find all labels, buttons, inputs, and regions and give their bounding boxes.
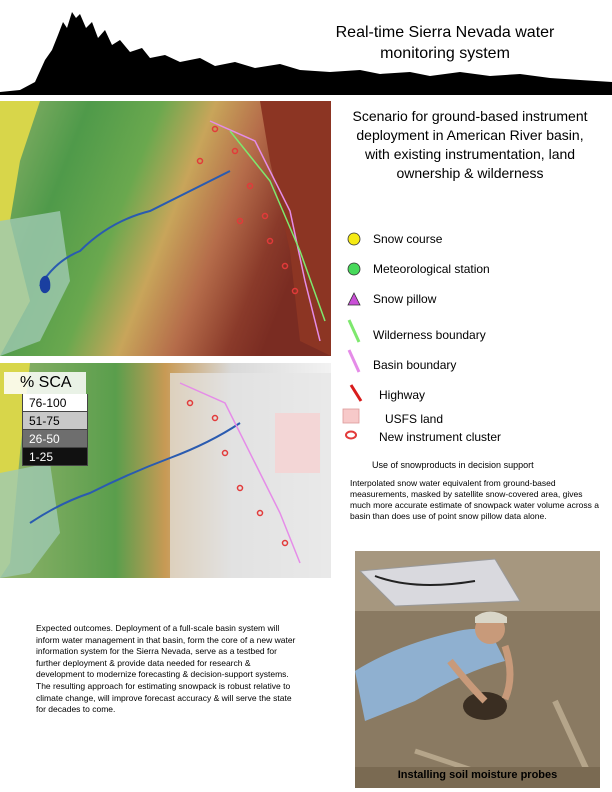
basin-boundary-icon xyxy=(347,348,361,374)
meteorological-station-icon xyxy=(347,262,361,276)
snow-pillow-icon xyxy=(347,292,361,306)
legend-label: Highway xyxy=(379,388,426,402)
new-instrument-cluster-icon xyxy=(344,430,358,440)
scenario-description: Scenario for ground-based instrument deployment in American River basin, with existing instrumentation, land ownership & wilderness xyxy=(352,108,588,181)
photo-caption: Installing soil moisture probes xyxy=(397,769,558,781)
american-river-basin-map xyxy=(0,101,331,356)
legend-label: Meteorological station xyxy=(373,262,490,276)
sca-legend xyxy=(4,372,86,466)
legend-label: New instrument cluster xyxy=(379,430,502,444)
sca-row: 26-50 xyxy=(22,430,88,448)
usfs-land-icon xyxy=(342,408,360,424)
field-photo xyxy=(355,551,600,788)
sca-legend-title: % SCA xyxy=(4,372,86,394)
legend-label: Snow course xyxy=(373,232,443,246)
page-title: Real-time Sierra Nevada water monitoring system xyxy=(335,24,555,62)
legend-label: Snow pillow xyxy=(373,292,437,306)
legend-label: Wilderness boundary xyxy=(373,328,486,342)
highway-icon xyxy=(349,383,363,403)
legend-label: USFS land xyxy=(385,412,444,426)
wilderness-boundary-icon xyxy=(347,318,361,344)
snow-course-icon xyxy=(347,232,361,246)
sca-row: 1-25 xyxy=(22,448,88,466)
sca-row: 76-100 xyxy=(22,394,88,412)
decision-support-text: Interpolated snow water equivalent from ground-based measurements, masked by satellite snow-covered area, gives much more accurate estimate of snowpack water volume across a basin than does use of point snow pillow data alone. xyxy=(350,478,599,521)
sca-row: 51-75 xyxy=(22,412,88,430)
decision-support-title: Use of snowproducts in decision support xyxy=(372,460,534,470)
legend-label: Basin boundary xyxy=(373,358,457,372)
map-legend xyxy=(340,228,610,448)
expected-outcomes-text: Expected outcomes. Deployment of a full-scale basin system will inform water management in that basin, form the core of a new water information system for the Sierra Nevada, serve as a testbed for further deployment & provide data needed for research & development to modernize forecasting & decision-support systems. The resulting approach for estimating snowpack is robust relative to climate change, will improve forecast accuracy & will serve the state for decades to come. xyxy=(36,623,296,715)
